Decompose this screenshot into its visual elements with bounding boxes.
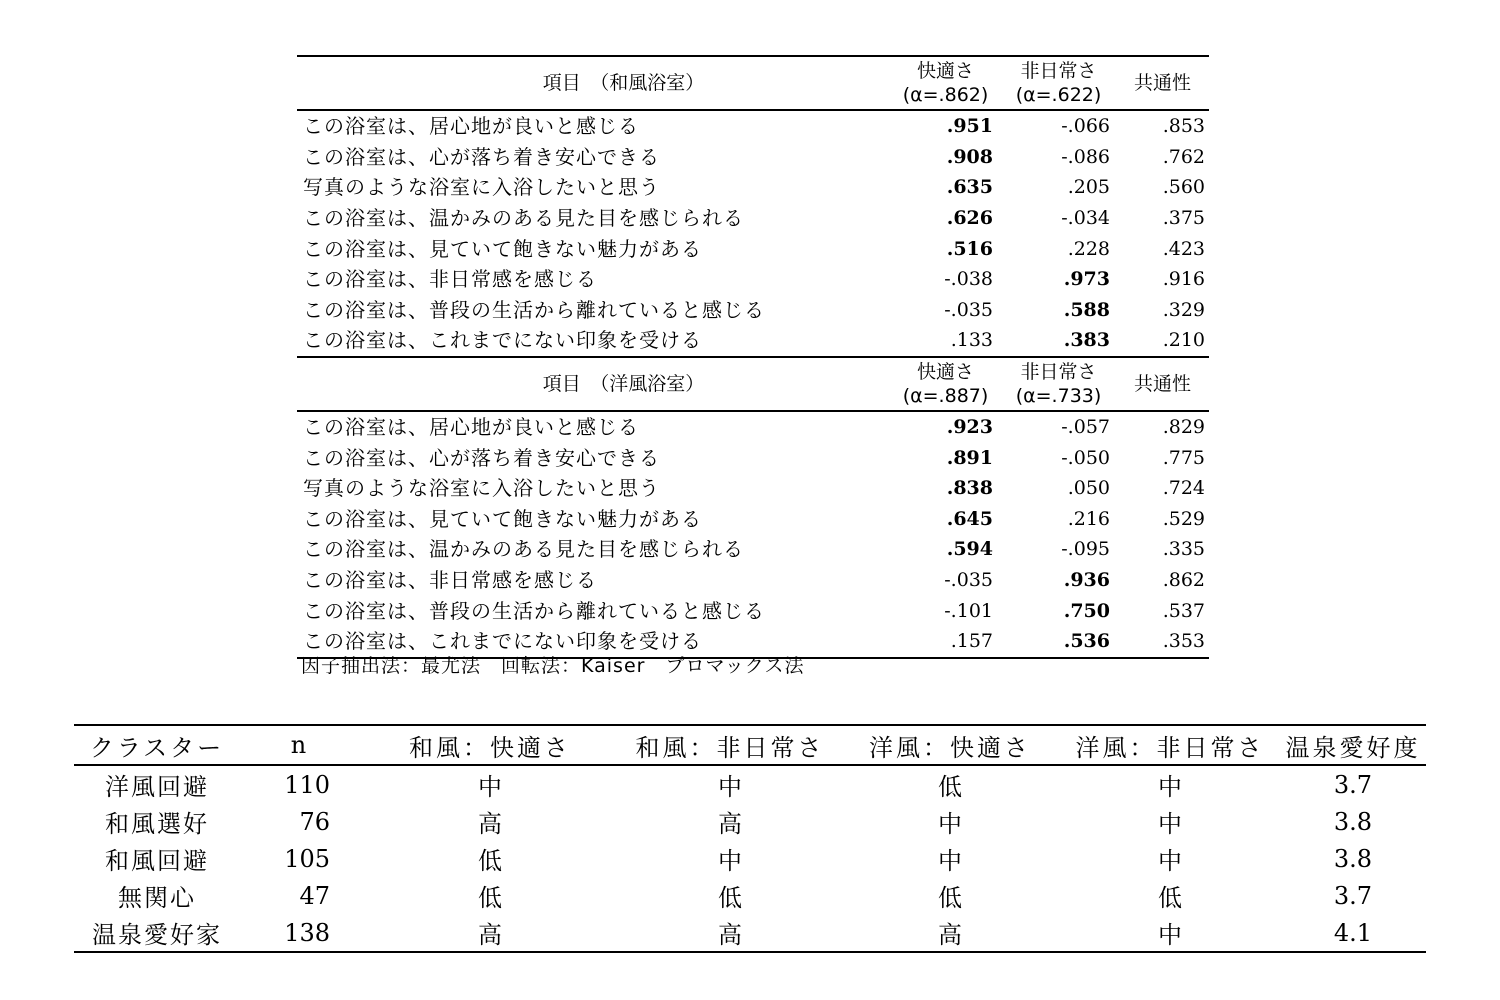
item-label: この浴室は、非日常感を感じる [303, 568, 597, 593]
extraordinary-loading: -.066 [1061, 115, 1110, 138]
communality-value: .529 [1162, 507, 1205, 530]
comfort-header-label: 快適さ [916, 60, 974, 82]
cluster-cell: 76 [299, 807, 330, 836]
cluster-cell: 3.7 [1333, 881, 1373, 910]
communality-value: .853 [1162, 115, 1205, 138]
table-row [297, 534, 1209, 565]
comfort-loading: .133 [950, 329, 993, 352]
cluster-row [74, 765, 1426, 803]
cluster-cell: 無関心 [118, 884, 196, 912]
table-row [297, 295, 1209, 326]
item-label: この浴室は、見ていて飽きない魅力がある [303, 236, 702, 261]
comfort-loading: -.038 [944, 268, 993, 291]
comfort-loading: .838 [946, 477, 993, 500]
cluster-cell: 高 [840, 914, 1060, 952]
cluster-cell: 中 [938, 810, 962, 838]
comfort-loading: .951 [946, 115, 993, 138]
extraordinary-loading: .936 [1063, 569, 1110, 592]
cluster-table-container [74, 724, 1426, 953]
cluster-cell: 中 [1158, 847, 1182, 875]
communality-value: .537 [1162, 599, 1205, 622]
comfort-loading: .923 [946, 416, 993, 439]
item-label: この浴室は、心が落ち着き安心できる [303, 144, 660, 169]
extraordinary-header-label: 非日常さ [1020, 360, 1097, 383]
cluster-cell: 47 [299, 881, 330, 910]
extraordinary-loading: .383 [1063, 329, 1110, 352]
item-label: この浴室は、非日常感を感じる [303, 267, 597, 292]
cluster-cell: 138 [240, 914, 360, 952]
cluster-cell: 高 [718, 810, 742, 838]
cluster-row [74, 877, 1426, 914]
extraordinary-loading: .973 [1063, 268, 1110, 291]
communality-column-header: 共通性 [1116, 357, 1209, 411]
comfort-loading: .635 [946, 176, 993, 199]
cluster-cell: 高 [360, 914, 620, 952]
communality-value: .762 [1162, 145, 1205, 168]
cluster-cell: 中 [718, 847, 742, 875]
item-label: この浴室は、居心地が良いと感じる [303, 415, 639, 440]
communality-value: .210 [1162, 329, 1205, 352]
table-row [297, 264, 1209, 295]
cluster-cell: 高 [478, 810, 502, 838]
cluster-column-header: クラスター [74, 725, 240, 765]
cluster-cell: 温泉愛好家 [74, 914, 240, 952]
item-label: この浴室は、これまでにない印象を受ける [297, 626, 890, 658]
communality-value: .724 [1162, 477, 1205, 500]
cluster-row [74, 803, 1426, 840]
section-header-row [297, 56, 1209, 110]
extraordinary-loading: .050 [1067, 477, 1110, 500]
comfort-alpha: (α=.887) [902, 384, 989, 407]
communality-value: .375 [1162, 207, 1205, 230]
cluster-cell: 3.8 [1333, 807, 1373, 836]
cluster-cell: 中 [478, 773, 502, 801]
comfort-loading: .157 [890, 626, 1001, 658]
item-label: この浴室は、温かみのある見た目を感じられる [303, 206, 744, 231]
item-label: この浴室は、温かみのある見た目を感じられる [303, 537, 744, 562]
comfort-loading: .516 [946, 237, 993, 260]
extraordinary-column-header [1001, 357, 1116, 411]
communality-value: .829 [1162, 416, 1205, 439]
extraordinary-loading: .588 [1063, 298, 1110, 321]
comfort-loading: .645 [946, 507, 993, 530]
item-label: この浴室は、普段の生活から離れていると感じる [303, 297, 765, 322]
cluster-cell: 中 [1158, 810, 1182, 838]
table-row [297, 325, 1209, 357]
item-label: この浴室は、居心地が良いと感じる [303, 114, 639, 139]
communality-value: .353 [1116, 626, 1209, 658]
factor-loading-table [297, 55, 1209, 659]
comfort-loading: .908 [946, 145, 993, 168]
cluster-column-header: 洋風：非日常さ [1060, 725, 1280, 765]
communality-column-header: 共通性 [1116, 56, 1209, 110]
cluster-cell: 高 [620, 914, 840, 952]
comfort-loading: -.101 [944, 599, 993, 622]
cluster-cell: 105 [284, 844, 330, 873]
comfort-alpha: (α=.862) [902, 84, 989, 106]
extraordinary-loading: -.057 [1061, 416, 1110, 439]
cluster-cell: 低 [478, 847, 502, 875]
extraordinary-header-label: 非日常さ [1020, 60, 1097, 82]
item-label: この浴室は、見ていて飽きない魅力がある [303, 506, 702, 531]
cluster-cell: 低 [938, 884, 962, 912]
item-label: この浴室は、普段の生活から離れていると感じる [303, 598, 765, 623]
table-row [297, 203, 1209, 234]
table-row [297, 595, 1209, 626]
item-label: 写真のような浴室に入浴したいと思う [303, 476, 660, 501]
communality-value: .916 [1162, 268, 1205, 291]
cluster-cell: 低 [718, 884, 742, 912]
table-row [297, 442, 1209, 473]
table-row [297, 233, 1209, 264]
table-row [297, 110, 1209, 142]
extraordinary-alpha: (α=.622) [1015, 84, 1102, 106]
extraordinary-column-header [1001, 56, 1116, 110]
communality-value: .862 [1162, 569, 1205, 592]
cluster-cell: 和風回避 [105, 847, 209, 875]
cluster-column-header: n [240, 725, 360, 765]
comfort-loading: .891 [946, 446, 993, 469]
cluster-cell: 中 [1158, 773, 1182, 801]
comfort-header-label: 快適さ [916, 360, 974, 383]
cluster-cell: 中 [718, 773, 742, 801]
cluster-cell: 中 [938, 847, 962, 875]
cluster-column-header: 洋風：快適さ [840, 725, 1060, 765]
cluster-column-header: 和風：非日常さ [620, 725, 840, 765]
item-column-header: 項目 （和風浴室） [297, 56, 890, 110]
extraordinary-loading: .228 [1067, 237, 1110, 260]
extraordinary-loading: .216 [1067, 507, 1110, 530]
cluster-cell: 低 [938, 773, 962, 801]
communality-value: .329 [1162, 298, 1205, 321]
item-label: 写真のような浴室に入浴したいと思う [303, 175, 660, 200]
cluster-column-header: 温泉愛好度 [1280, 725, 1426, 765]
item-column-header: 項目 （洋風浴室） [297, 357, 890, 411]
table-row [297, 172, 1209, 203]
extraordinary-loading: .750 [1063, 599, 1110, 622]
extraordinary-alpha: (α=.733) [1015, 384, 1102, 407]
item-label: この浴室は、心が落ち着き安心できる [303, 445, 660, 470]
cluster-cell: 110 [284, 770, 330, 799]
cluster-cell: 3.7 [1333, 770, 1373, 799]
comfort-loading: .626 [946, 207, 993, 230]
cluster-table [74, 724, 1426, 953]
communality-value: .423 [1162, 237, 1205, 260]
extraordinary-loading: -.034 [1061, 207, 1110, 230]
extraordinary-loading: -.095 [1061, 538, 1110, 561]
cluster-row [74, 914, 1426, 952]
comfort-column-header [890, 357, 1001, 411]
communality-value: .775 [1162, 446, 1205, 469]
table-row [297, 411, 1209, 443]
cluster-cell: 中 [1060, 914, 1280, 952]
cluster-cell: 低 [478, 884, 502, 912]
table-note: 因子抽出法：最尤法 回転法：Kaiser プロマックス法 [301, 655, 805, 677]
table-row [297, 565, 1209, 596]
cluster-cell: 3.8 [1333, 844, 1373, 873]
cluster-column-header: 和風：快適さ [360, 725, 620, 765]
cluster-cell: 低 [1158, 884, 1182, 912]
extraordinary-loading: -.086 [1061, 145, 1110, 168]
extraordinary-loading: -.050 [1061, 446, 1110, 469]
comfort-loading: .594 [946, 538, 993, 561]
cluster-cell: 和風選好 [105, 810, 209, 838]
comfort-loading: -.035 [944, 569, 993, 592]
table-row [297, 473, 1209, 504]
communality-value: .560 [1162, 176, 1205, 199]
cluster-cell: 洋風回避 [105, 773, 209, 801]
extraordinary-loading: .205 [1067, 176, 1110, 199]
cluster-cell: 4.1 [1280, 914, 1426, 952]
section-header-row [297, 357, 1209, 411]
table-row [297, 142, 1209, 173]
table-row [297, 504, 1209, 535]
factor-loading-table-container [297, 55, 1209, 659]
communality-value: .335 [1162, 538, 1205, 561]
item-label: この浴室は、これまでにない印象を受ける [303, 328, 702, 353]
extraordinary-loading: .536 [1001, 626, 1116, 658]
comfort-loading: -.035 [944, 298, 993, 321]
cluster-row [74, 840, 1426, 877]
comfort-column-header [890, 56, 1001, 110]
